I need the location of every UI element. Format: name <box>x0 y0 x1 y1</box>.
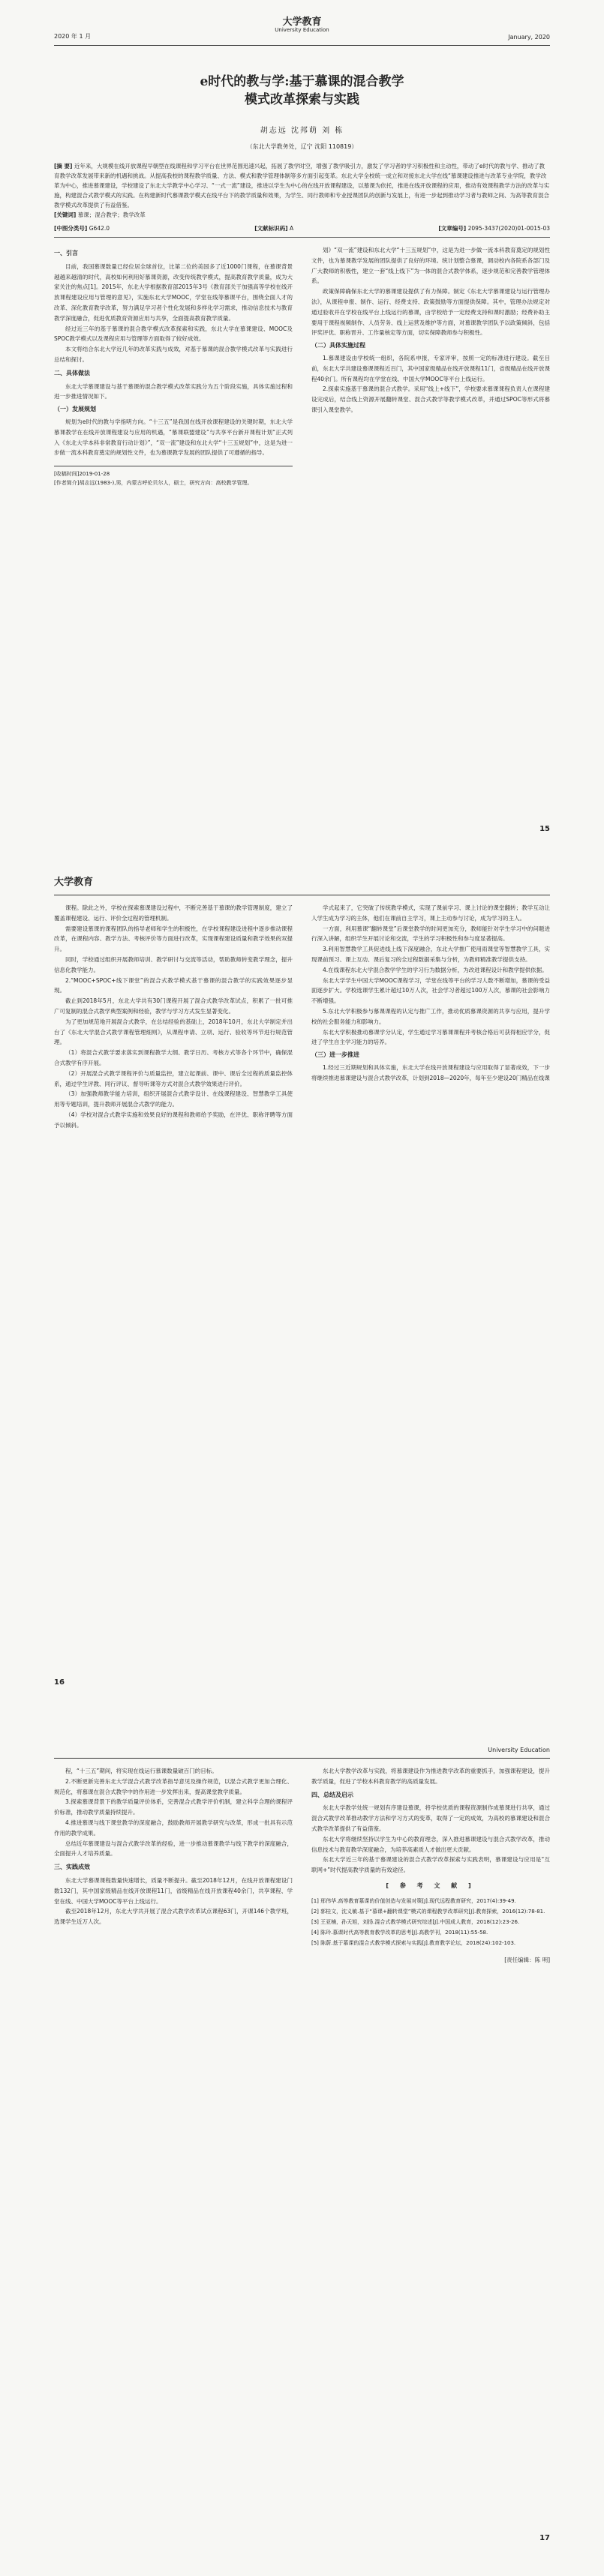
article-number <box>438 224 550 232</box>
paragraph: 需要建设慕课的课程团队的指导老师和学生的积极性，在学校课程建设进程中逐步推动课程改革，在课程内容、教学方法、考核评价等方面进行改革，实现课程建设质量和教学效果的双提升。 <box>54 925 293 953</box>
paragraph: 本文将结合东北大学近几年的改革实践与成效，对基于慕课的混合教学模式改革与实践进行总结和探讨。 <box>54 346 293 363</box>
paragraph: 为了更加规范地开展混合式教学，在总结经验的基础上，2018年10月，东北大学制定并出台了《东北大学混合式教学课程管理细则》，从课程申请、立项、运行、验收等环节进行规范管理。 <box>54 1018 293 1046</box>
title-line-1: e时代的教与学:基于慕课的混合教学 <box>200 74 404 89</box>
article-number-label: [文章编号] <box>438 225 467 232</box>
article-title <box>54 73 550 109</box>
page-number: 16 <box>54 1678 65 1687</box>
paragraph: 学式起来了，它突破了传统教学模式，实现了课前学习、课上讨论的课堂翻转；教学互动让人学生成为学习的主体，他们在课前自主学习，课上主动参与讨论，成为学习的主人。 <box>311 904 550 922</box>
clc-value: G642.0 <box>89 225 110 232</box>
article-number-value: 2095-3437(2020)01-0015-03 <box>467 225 550 232</box>
responsible-editor <box>311 1955 550 1966</box>
right-column <box>311 903 550 1131</box>
paragraph: 程，“十三五”期间，将实现在线运行慕课数量破百门的目标。 <box>65 1768 218 1774</box>
body-columns <box>54 1766 550 1966</box>
paragraph: 一方面，利用慕课“翻转课堂”后课堂教学的时间更加充分，教师能针对学生学习中的问题进行深入讲解，组织学生开展讨论和交流，学生的学习积极性和参与度显著提高。 <box>311 925 550 943</box>
section-heading: 三、实践成效 <box>54 1864 90 1871</box>
page-16 <box>0 865 604 1728</box>
keywords-text: 慕课；混合教学；教学改革 <box>77 211 146 218</box>
abstract <box>54 161 550 220</box>
paragraph: 截止到2018年5月，东北大学共有30门课程开展了混合式教学改革试点，积累了一批可推广可复制的混合式教学典型案例和经验，教学与学习方式发生显著变化。 <box>54 997 293 1015</box>
received-date-value: 2019-01-28 <box>79 471 110 478</box>
clc-code <box>54 224 110 232</box>
subsection-heading: （三）进一步推进 <box>311 1051 359 1059</box>
journal-brand-en: University Education <box>488 1747 550 1753</box>
paragraph: 东北大学积极推动慕课学分认定，学生通过学习慕课课程并考核合格后可获得相应学分，促进了学生自主学习能力的培养。 <box>311 1028 550 1046</box>
paragraph: 经过近三年的基于慕课的混合教学模式改革探索和实践，东北大学在慕课建设、MOOC及SPOC教学模式以及课程应用与管理等方面取得了较好成效。 <box>54 325 293 343</box>
affiliation: （东北大学教务处，辽宁 沈阳 110819） <box>246 143 358 150</box>
paragraph: 4.推进慕课与线下课堂教学的深度融合，鼓励教师开展教学研究与改革，形成一批具有示范作用的教学成果。 <box>54 1819 293 1837</box>
reference-item: [2] 郭桂文，沈义敏.基于“慕课+翻转课堂”模式的课程教学改革研究[J].教育探索，2016(12):78-81. <box>311 1908 545 1915</box>
left-column <box>54 1766 293 1966</box>
author-bio <box>54 478 293 487</box>
page-number: 15 <box>539 825 550 833</box>
keywords <box>54 210 550 220</box>
journal-brand: 大学教育 <box>54 877 94 888</box>
paragraph: 2.探索实施基于慕课的混合式教学。采用“线上+线下”，学校要求慕课课程负责人在课程建设完成后，结合线上资源开展翻转课堂、混合式教学等教学模式改革，并通过SPOC等形式将慕课引入课堂教学。 <box>311 385 550 413</box>
page-number: 17 <box>539 2534 550 2542</box>
journal-brand-en: University Education <box>275 27 329 33</box>
reference-item: [5] 陈蔚.基于慕课的混合式教学模式探索与实践[J].教育教学论坛，2018(24):102-103. <box>311 1939 516 1946</box>
paragraph: 东北大学学生中国大学MOOC课程学习，学堂在线等平台的学习人数不断增加，慕课的受益面逐步扩大。学校选课学生累计超过10万人次，社会学习者超过100万人次，慕课的社会影响力不断增强。 <box>311 976 550 1005</box>
title-line-2: 模式改革探索与实践 <box>245 92 359 107</box>
subsection-heading: （二）具体实施过程 <box>311 342 365 349</box>
keywords-label: [关键词] <box>54 211 77 218</box>
paragraph: 东北大学教学改革与实践，将慕课建设作为推进教学改革的重要抓手，加强课程建设，提升教学质量，促进了学校本科教育教学的高质量发展。 <box>311 1768 550 1785</box>
reference-item: [4] 陈玲.慕课时代高等教育教学改革的思考[J].高教学刊，2018(11):55-58. <box>311 1929 488 1936</box>
clc-label: [中图分类号] <box>54 225 88 232</box>
author-bio-label: [作者简介] <box>54 480 80 487</box>
paragraph: （4）学校对混合式教学实施和效果良好的课程和教师给予奖励，在评优、职称评聘等方面予以倾斜。 <box>54 1111 293 1129</box>
paragraph: 总结近年慕课建设与混合式教学改革的经验，进一步推动慕课教学与线下教学的深度融合，全面提升人才培养质量。 <box>54 1840 293 1858</box>
received-date-label: [收稿时间] <box>54 471 80 478</box>
author-bio-value: 胡志远(1983-),男，内蒙古呼伦贝尔人，硕士，研究方向：高校教学管理。 <box>79 480 253 487</box>
issue-date-cn: 2020 年 1 月 <box>54 33 92 40</box>
doc-code <box>254 224 293 232</box>
reference-item: [3] 王亚楠，孙天旭，刘扬.混合式教学模式研究综述[J].中国成人教育，2018(12):23-26. <box>311 1918 520 1925</box>
right-column <box>311 245 550 487</box>
paragraph: 东北大学慕课建设与基于慕课的混合教学模式改革实践分为五个阶段实施，具体实施过程和进一步推进情况如下。 <box>54 382 293 400</box>
doc-code-label: [文献标识码] <box>254 225 288 232</box>
paragraph: 3.利用智慧教学工具促进线上线下深度融合，东北大学推广使用雨课堂等智慧教学工具，实现课前预习、课上互动、课后复习的全过程数据采集与分析，为教师精准教学提供支持。 <box>311 946 550 963</box>
editor-label: [责任编辑： <box>504 1956 535 1963</box>
paragraph: 政策保障确保东北大学的慕课建设提供了有力保障。制定《东北大学慕课建设与运行管理办法》，从课程申报、制作、运行、经费支持、政策鼓励等方面提供保障。其中，管理办法规定对通过验收并在学校在线平台上线运行的慕课，由学校给予一定经费支持和课时激励；经费补助主要用于课程视频制作、人员劳务、线上运营及维护等方面，对慕课教学团队予以政策倾斜，包括评奖评优、职称晋升、工作量核定等方面，切实保障教师参与积极性。 <box>311 288 550 337</box>
reference-item: [1] 邢伟华.高等教育慕课的价值创造与发展对策[J].现代远程教育研究，2017(4):39-49. <box>311 1897 516 1904</box>
doc-code-value: A <box>290 225 294 232</box>
issue-date-en: January, 2020 <box>508 34 550 40</box>
page-header <box>54 865 550 895</box>
paragraph: 2.不断更新完善东北大学混合式教学改革指导意见及操作规范，以混合式教学更加合理化、规范化，将慕课在混合式教学中的作用进一步发挥出来，提高课堂教学质量。 <box>54 1777 293 1795</box>
paragraph: （3）加强教师教学能力培训，组织开展混合式教学设计、在线课程建设、智慧教学工具使用等专题培训，提升教师开展混合式教学的能力。 <box>54 1090 293 1108</box>
authors: 胡志远 沈邦萌 刘 栋 <box>260 127 344 135</box>
paragraph: 4.在线课程东北大学混合教学学生的学习行为数据分析，为改进课程设计和教学提供依据。 <box>323 966 548 973</box>
references <box>311 1882 550 1948</box>
abstract-text: 近年来，大规模在线开放课程早朝型在线课程和学习平台在世界范围迅速兴起，拓展了教学时空，增强了教学吸引力，激发了学习者的学习积极性和主动性，带动了e时代的教与学、推动了教育教学改革发展带来新的机遇和挑战。从提高我校的课程教学质量、方法、模式和教学管理体制等多方面引起变革。东北大学全校统一成立和对接东北大学在线“慕课建设推进与改革专业学院，教学改革为中心，推进慕课建设，学校建设了东北大学教学中心学习、“一式一流”建设，推进以学生为中心的在线开放课程建设，以慕课为依托，推进在线开放课程的应用，推动有效课程教学方法的改革与实施，构建混合式教学模式的实践。在构建新时代慕课教学模式在线平台下的教学质量和效果，为学生、同行教师和专业授课团队的创新与发展上，有进一步起到推动学习者与教师之间、为高等教育混合教学模式改革提供了有益借鉴。 <box>54 163 550 208</box>
page-header <box>54 0 550 46</box>
section-heading: 四、总结及启示 <box>311 1791 353 1798</box>
left-column <box>54 245 293 487</box>
journal-brand: 大学教育 <box>282 16 322 28</box>
references-title: [ 参 考 文 献 ] <box>386 1882 476 1889</box>
paragraph: 1.经过三近期规划和具体实施，东北大学在线开放课程建设与应用取得了显著成效，下一步将继续推进慕课建设与混合式教学改革，计划到2018—2020年，每年至少建设20门精品在线课 <box>311 1063 550 1081</box>
page-17 <box>0 1728 604 2576</box>
paragraph: 划》“双一流”建设和东北大学“十三五规划”中，这是为进一步做一流本科教育奠定的规划性文件，也为慕课教学发展的团队提供了良好的环境。统计划整合慕课，调动校内各院系各部门及广大教师的积极性，建立一套“线上线下”为一体的混合式教学体系，逐步规范和完善教学管理体系。 <box>311 247 550 285</box>
paragraph: 3.探索慕课背景下的教学质量评价体系，完善混合式教学评价机制，建立科学合理的课程评价标准，推动教学质量持续提升。 <box>54 1798 293 1816</box>
body-columns <box>54 245 550 487</box>
page-15 <box>0 0 604 865</box>
paragraph: （2）开展混合式教学课程评价与质量监控，建立起课前、课中、课后全过程的质量监控体系，通过学生评教、同行评议、督导听课等方式对混合式教学效果进行评价。 <box>54 1069 293 1087</box>
paragraph: 东北大学将继续坚持以学生为中心的教育理念，深入推进慕课建设与混合式教学改革，推动信息技术与教育教学深度融合，为培养高素质人才做出更大贡献。 <box>311 1835 550 1853</box>
abstract-label: [摘 要] <box>54 163 73 169</box>
subsection-heading: （一）发展规划 <box>54 406 96 413</box>
paragraph: 东北大学近三年的基于慕课建设的混合式教学改革探索与实践表明，慕课建设与应用是“互联网+”时代提高教学质量的有效途径。 <box>311 1856 550 1874</box>
received-date <box>54 469 293 478</box>
paragraph: （1）将混合式教学要求落实到课程教学大纲、教学日历、考核方式等各个环节中，确保混合式教学有序开展。 <box>54 1049 293 1066</box>
body-columns <box>54 903 550 1131</box>
paragraph: 5.东北大学积极参与慕课课程的认定与推广工作，推动优质慕课资源的共享与应用，提升学校的社会服务能力和影响力。 <box>311 1007 550 1025</box>
page-header <box>54 1728 550 1759</box>
paragraph: 截至2018年12月，东北大学共开展了混合式教学改革试点课程63门，开课146个教学班，选课学生近万人次。 <box>54 1908 293 1926</box>
section-heading: 二、具体做法 <box>54 369 90 376</box>
paragraph: 东北大学慕课课程数量快速增长，质量不断提升。截至2018年12月，在线开放课程建设门数132门，其中国家级精品在线开放课程11门，省级精品在线开放课程40余门，共享课程、学堂在线、中国大学MOOC等平台上线运行。 <box>54 1876 293 1905</box>
section-heading: 一、引言 <box>54 250 78 256</box>
paragraph: 规划为e时代的教与学指明方向。“十三五”是我国在线开放课程建设的关键时期，东北大学慕课教学在在线开放课程建设与应用的机遇，“慕课联盟建设”与共享平台新开课程计划“正式列入《东北大学本科非常教育行动计划》”，“双一流”建设和东北大学“十三五规划”中，这是为进一步做一流本科教育奠定的规划性文件，也为慕课教学发展的团队提供了可遵循的指导。 <box>54 418 293 457</box>
left-column <box>54 903 293 1131</box>
editor-name: 陈 明] <box>534 1956 550 1963</box>
paragraph: 2.“MOOC+SPOC+线下课堂”的混合式教学模式基于慕课的混合教学的实践效果逐步显现。 <box>54 976 293 994</box>
footnote <box>54 466 293 487</box>
paragraph: 课程。除此之外，学校在探索慕课建设过程中，不断完善基于慕课的教学管理制度，建立了覆盖课程建设、运行、评价全过程的管理机制。 <box>54 904 293 922</box>
right-column <box>311 1766 550 1966</box>
paragraph: 东北大学教学处统一规划有序建设慕课，将学校优质的课程资源制作成慕课进行共享，通过混合式教学改革推动教学方法和学习方式的变革，取得了一定的成效，为高校的慕课建设和混合式教学改革提供了有益借鉴。 <box>311 1804 550 1832</box>
paragraph: 目前，我国慕课数量已经位居全球首位，比第二位的美国多了近1000门课程，在慕课背景越越来越清的时代，高校如何利用好慕课资源，改变传统教学模式，提高教育教学质量，成为大家关注的焦点[1]。2015年，东北大学根据教育部2015年3号《教育部关于加强高等学校在线开放课程建设应用与管理的意见》，实施东北大学MOOC，学堂在线等慕课平台，围绕全面人才的改革、深化教育教学改革，努力满足学习者个性化发展和多样化学习需求，推动信息技术与教育教学深度融合，促进优质教育资源应用与共享，全面提高教育教学质量。 <box>54 262 293 322</box>
paragraph: 1.慕课建设由学校统一组织，各院系申报，专家评审，按照一定的标准进行建设。截至目前，东北大学共建设慕课课程近百门，其中国家级精品在线开放课程11门，省级精品在线开放课程40余门。所有课程均在学堂在线、中国大学MOOC等平台上线运行。 <box>311 354 550 382</box>
paragraph: 同时，学校通过组织开展教师培训、教学研讨与交流等活动，帮助教师转变教学理念，提升信息化教学能力。 <box>54 955 293 973</box>
article-meta <box>54 224 550 238</box>
